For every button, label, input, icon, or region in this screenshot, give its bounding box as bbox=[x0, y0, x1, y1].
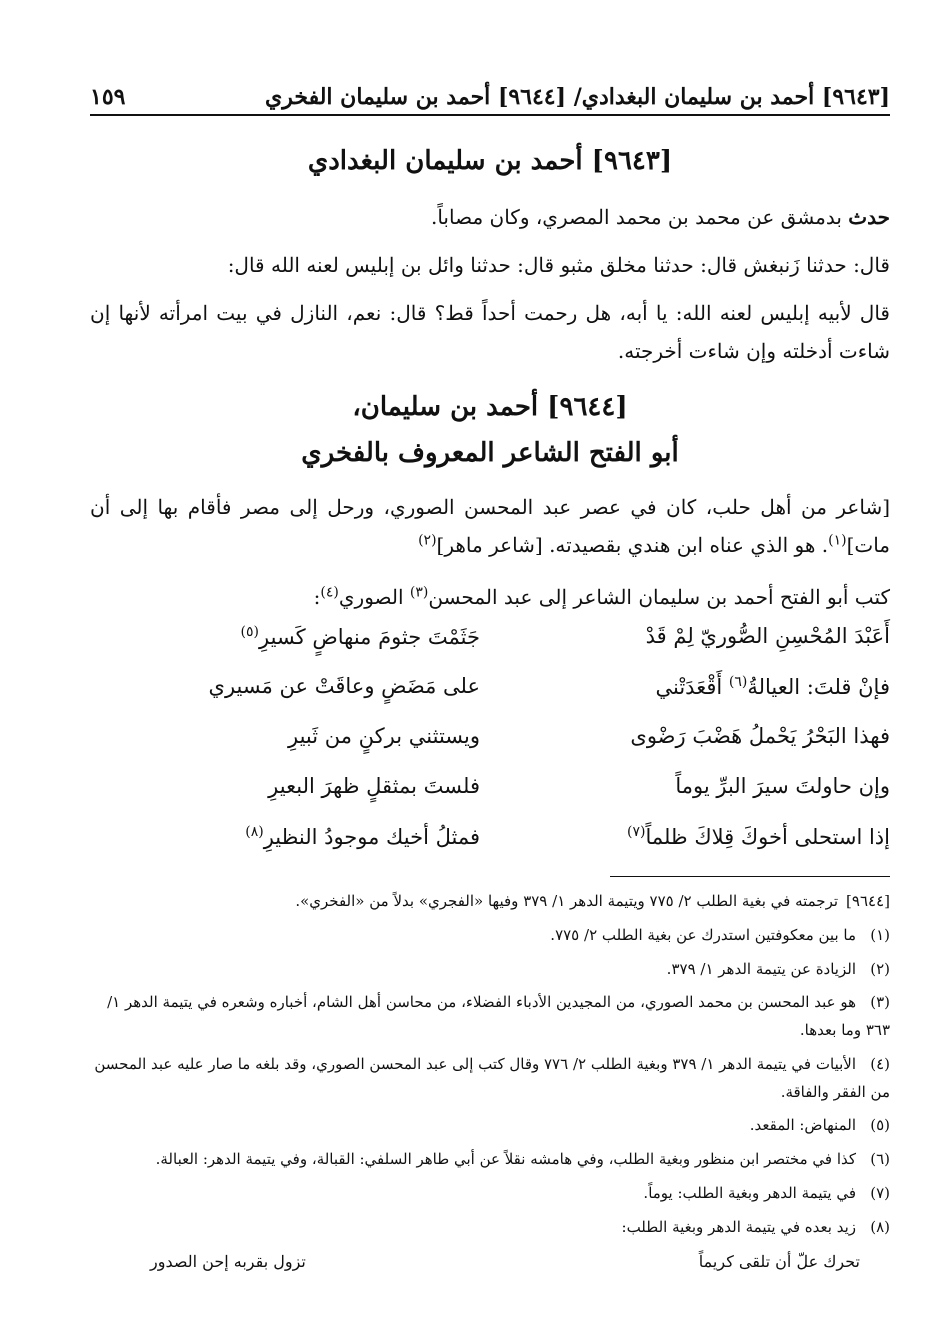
paragraph-text: . هو الذي عناه ابن هندي بقصيدته. [شاعر ماهر] bbox=[436, 533, 829, 557]
verse-second-hemistich: تزول بقربه إحن الصدور bbox=[150, 1252, 306, 1272]
entry-9644-title-line-2: أبو الفتح الشاعر المعروف بالفخري bbox=[301, 438, 679, 468]
entry-9644-paragraph-1 bbox=[90, 488, 890, 564]
hemistich-text: أَقْعَدَتْني bbox=[655, 675, 729, 699]
hemistich-text: جَثَمْتَ جثومَ منهاضٍ كَسيرِ bbox=[259, 625, 480, 649]
footnotes bbox=[90, 888, 890, 1277]
running-title: [٩٦٤٣] أحمد بن سليمان البغدادي/ [٩٦٤٤] أحمد بن سليمان الفخري bbox=[265, 84, 890, 110]
footnote-ref-8: (٨) bbox=[245, 824, 264, 840]
entry-9643-paragraph-2: قال: حدثنا زَنبغش قال: حدثنا مخلق مثبو قال: حدثنا وائل بن إبليس لعنه الله قال: bbox=[227, 253, 890, 277]
header-rule bbox=[90, 114, 890, 116]
paragraph-text: كتب أبو الفتح أحمد بن سليمان الشاعر إلى عبد المحسن bbox=[428, 585, 890, 609]
verse-first-hemistich bbox=[520, 674, 890, 699]
footnote-number: (٦) bbox=[870, 1150, 890, 1168]
verse-second-hemistich: فلستَ بمثقلٍ ظهرَ البعيرِ bbox=[268, 774, 480, 798]
footnote-text: ما بين معكوفتين استدرك عن بغية الطلب ٢/ ٧٧٥. bbox=[550, 925, 856, 944]
footnote bbox=[90, 1051, 890, 1107]
footnote bbox=[90, 888, 890, 916]
verse-line bbox=[90, 674, 890, 718]
footnote-number: (٣) bbox=[870, 993, 890, 1012]
footnote-text: المنهاض: المقعد. bbox=[749, 1116, 856, 1135]
footnote-text: كذا في مختصر ابن منظور وبغية الطلب، وفي هامشه نقلاً عن أبي طاهر السلفي: القبالة، وفي يتيمة الدهر: العبالة. bbox=[155, 1150, 856, 1168]
entry-9644-paragraph-2 bbox=[90, 578, 890, 616]
verse-line bbox=[90, 724, 890, 768]
footnote-ref-1: (١) bbox=[828, 532, 847, 549]
paragraph-text: بدمشق عن محمد بن محمد المصري، وكان مصاباً. bbox=[430, 205, 849, 229]
footnote-text: زيد بعده في يتيمة الدهر وبغية الطلب: bbox=[621, 1217, 856, 1236]
footnote bbox=[90, 1146, 890, 1174]
hemistich-text: فإنْ قلتَ: العيالةُ bbox=[747, 675, 890, 699]
footnote-ref-7: (٧) bbox=[626, 824, 646, 840]
entry-9644-title-line-1: [٩٦٤٤] أحمد بن سليمان، bbox=[352, 392, 628, 422]
verse-second-hemistich: على مَضَضٍ وعاقَتْ عن مَسيري bbox=[208, 674, 480, 698]
footnote-ref-2: (٢) bbox=[418, 532, 437, 549]
verse-first-hemistich: وإن حاولتَ سيرَ البرِّ يوماً bbox=[675, 774, 890, 798]
page-number: ١٥٩ bbox=[90, 84, 126, 110]
footnote bbox=[90, 1214, 890, 1242]
verse-first-hemistich: فهذا البَحْرُ يَحْملُ هَضْبَ رَضْوى bbox=[630, 724, 890, 748]
footnote-number: (٧) bbox=[870, 1183, 890, 1202]
verse-second-hemistich bbox=[100, 624, 480, 649]
paragraph-text: [شاعر من أهل حلب، كان في عصر عبد المحسن الصوري، ورحل إلى مصر فأقام بها إلى أن مات] bbox=[90, 495, 890, 557]
footnote bbox=[90, 956, 890, 984]
footnote-number: [٩٦٤٤] bbox=[846, 892, 890, 910]
paragraph-lead-word: حدث bbox=[848, 205, 890, 229]
footnote-8-verse bbox=[90, 1247, 890, 1277]
footnote-number: (٥) bbox=[870, 1116, 890, 1135]
footnote-number: (١) bbox=[870, 925, 890, 944]
footnote-text: هو عبد المحسن بن محمد الصوري، من المجيدين الأدباء الفضلاء، من محاسن أهل الشام، أخباره وشعره في يتيمة الدهر ١/ ٣٦٣ وما بعدها. bbox=[107, 993, 890, 1039]
verse-line bbox=[90, 624, 890, 668]
footnote-text: الأبيات في يتيمة الدهر ١/ ٣٧٩ وبغية الطلب ٢/ ٧٧٦ وقال كتب إلى عبد المحسن الصوري، وقد بلغه ما صار عليه عبد المحسن من الفقر والفاقة. bbox=[94, 1054, 890, 1101]
verse-first-hemistich bbox=[520, 824, 890, 849]
footnote-ref-3: (٣) bbox=[409, 584, 429, 601]
footnote-separator bbox=[610, 876, 890, 877]
verse-second-hemistich: ويستثني بركنٍ من ثَبيرِ bbox=[287, 724, 480, 748]
hemistich-text: فمثلُ أخيك موجودُ النظيرِ bbox=[263, 825, 480, 849]
footnote-number: (٢) bbox=[870, 959, 890, 978]
verse-first-hemistich: أَعَبْدَ المُحْسِنِ الصُّوريّ لِمْ قَدْ bbox=[645, 624, 890, 648]
footnote-ref-6: (٦) bbox=[728, 674, 748, 690]
verse-line bbox=[90, 824, 890, 868]
footnote-text: الزيادة عن يتيمة الدهر ١/ ٣٧٩. bbox=[666, 959, 856, 978]
entry-9643-title: [٩٦٤٣] أحمد بن سليمان البغدادي bbox=[307, 146, 673, 176]
verse-line bbox=[90, 774, 890, 818]
book-page bbox=[90, 70, 890, 1310]
verse-first-hemistich: تحرك علّ أن تلقى كريماً bbox=[698, 1252, 860, 1272]
verse-second-hemistich bbox=[100, 824, 480, 849]
footnote-number: (٤) bbox=[870, 1054, 890, 1073]
footnote bbox=[90, 1180, 890, 1208]
footnote-text: ترجمته في بغية الطلب ٢/ ٧٧٥ ويتيمة الدهر ١/ ٣٧٩ وفيها «الفجري» بدلاً من «الفخري». bbox=[295, 892, 839, 910]
entry-9643-paragraph-3: قال لأبيه إبليس لعنه الله: يا أبه، هل رحمت أحداً قط؟ قال: نعم، النازل في بيت امرأته لأنها إن شاءت أدخلته وإن شاءت أخرجته. bbox=[90, 301, 890, 363]
footnote bbox=[90, 1112, 890, 1140]
footnote-ref-4: (٤) bbox=[320, 584, 339, 601]
paragraph-text: : bbox=[313, 585, 321, 609]
hemistich-text: إذا استحلى أخوكَ قِلاكَ ظلماً bbox=[645, 825, 890, 849]
entry-9643-paragraph-1 bbox=[90, 198, 890, 236]
footnote bbox=[90, 922, 890, 950]
paragraph-text: الصوري bbox=[338, 585, 410, 609]
footnote-ref-5: (٥) bbox=[240, 624, 260, 640]
footnote bbox=[90, 989, 890, 1045]
footnote-text: في يتيمة الدهر وبغية الطلب: يوماً. bbox=[643, 1183, 856, 1202]
footnote-number: (٨) bbox=[870, 1217, 890, 1236]
